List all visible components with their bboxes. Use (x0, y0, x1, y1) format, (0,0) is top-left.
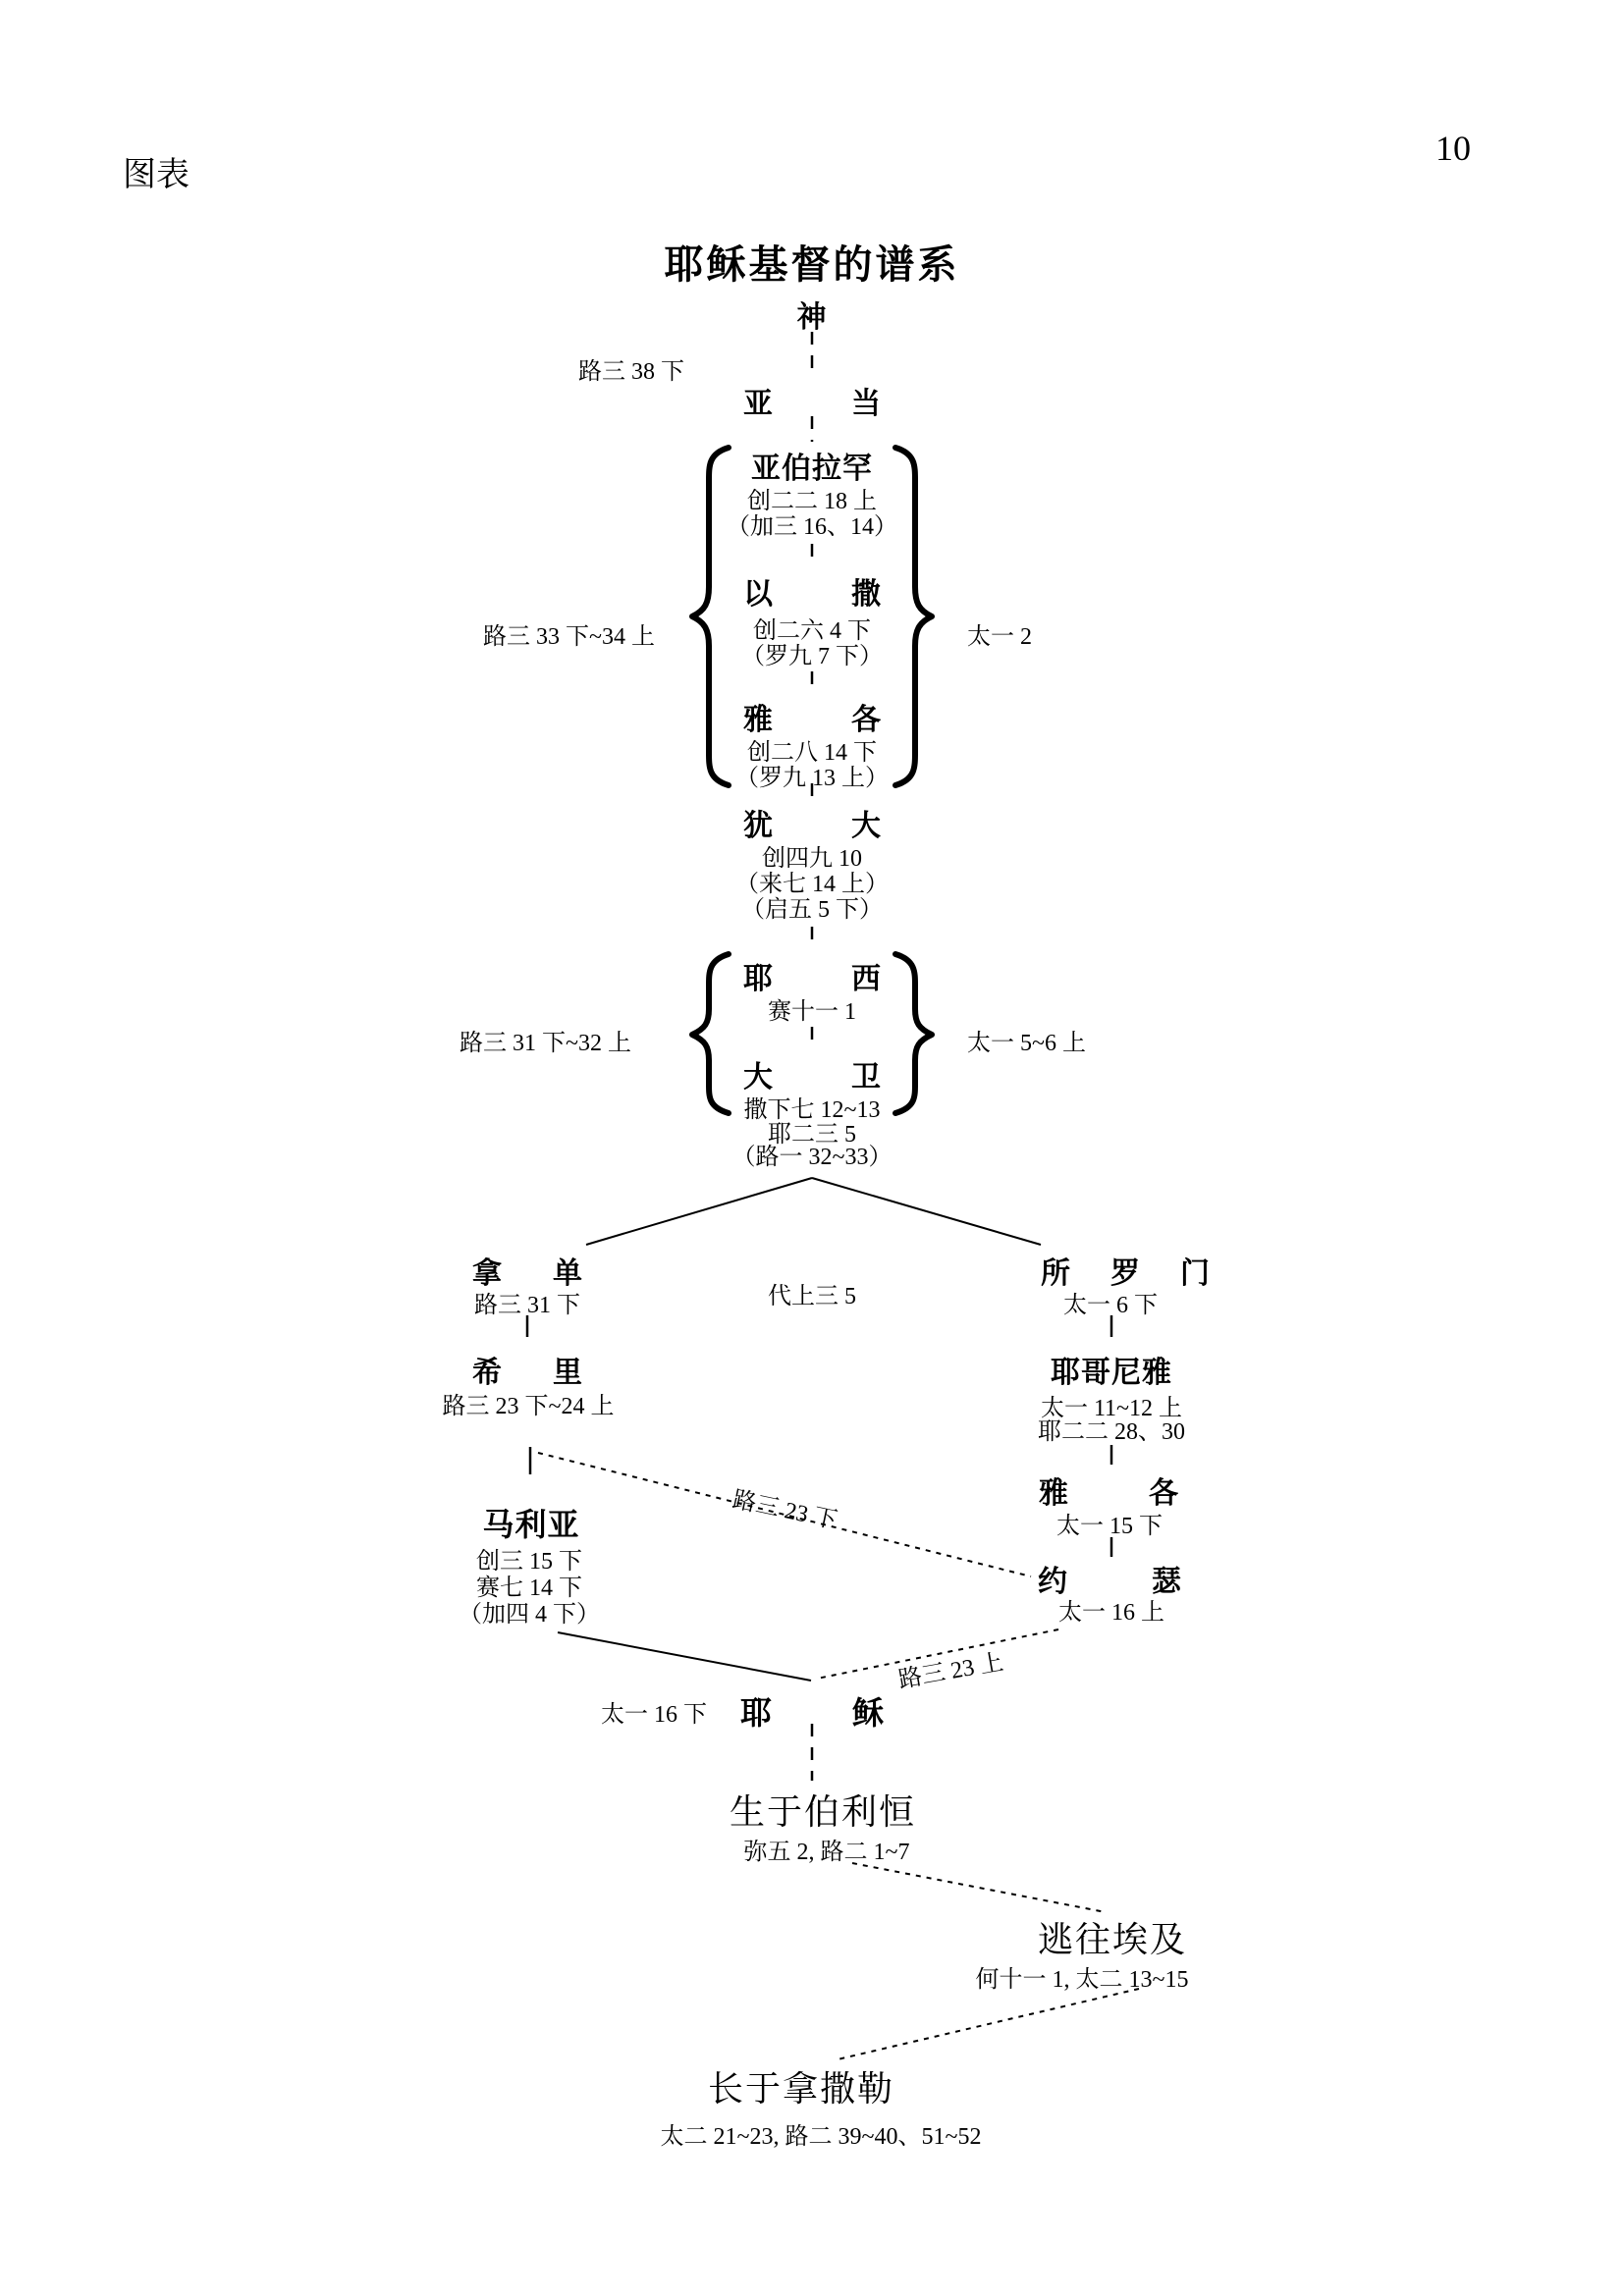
node-god: 神 (796, 301, 828, 334)
ref-jacob-2: （罗九 13 上） (735, 766, 889, 791)
ref-egypt: 何十一 1, 太二 13~15 (975, 1967, 1189, 1993)
chart-title: 耶稣基督的谱系 (664, 243, 960, 287)
ref-nazareth: 太二 21~23, 路二 39~40、51~52 (660, 2124, 982, 2150)
ref-jesse-1: 赛十一 1 (768, 999, 856, 1025)
node-isaac: 以撒 (743, 578, 881, 611)
ref-david-2: 耶二三 5 (768, 1122, 856, 1148)
link-ref-joseph-jesus: 路三 23 上 (896, 1649, 1006, 1694)
split-ref: 代上三 5 (768, 1284, 856, 1309)
link-ref-god-adam: 路三 38 下 (578, 359, 684, 385)
brace2-right-ref: 太一 5~6 上 (967, 1031, 1086, 1056)
ref-jacob2-1: 太一 15 下 (1056, 1514, 1163, 1539)
ref-abraham-2: （加三 16、14） (727, 514, 897, 540)
ref-mary-1: 创三 15 下 (476, 1549, 582, 1575)
ref-mary-3: （加四 4 下） (459, 1602, 600, 1628)
ref-jacob-1: 创二八 14 下 (747, 740, 877, 766)
node-jacob: 雅各 (743, 704, 881, 736)
node-adam: 亚当 (743, 388, 881, 420)
ref-judah-1: 创四九 10 (762, 846, 862, 872)
ref-abraham-1: 创二二 18 上 (747, 489, 877, 514)
node-jacob2: 雅各 (1039, 1477, 1178, 1510)
event-raised-nazareth: 长于拿撒勒 (707, 2069, 895, 2109)
ref-judah-3: （启五 5 下） (741, 897, 883, 923)
node-mary: 马利亚 (482, 1507, 580, 1542)
node-nathan: 拿单 (472, 1257, 582, 1290)
page-number: 10 (1435, 129, 1471, 168)
ref-bethlehem: 弥五 2, 路二 1~7 (743, 1840, 910, 1865)
ref-jeconiah-2: 耶二二 28、30 (1038, 1419, 1185, 1445)
ref-solomon-1: 太一 6 下 (1063, 1293, 1158, 1318)
ref-joseph-1: 太一 16 上 (1058, 1600, 1164, 1626)
ref-david-1: 撒下七 12~13 (743, 1097, 881, 1123)
ref-judah-2: （来七 14 上） (735, 872, 889, 897)
brace1-right-ref: 太一 2 (967, 624, 1032, 650)
link-ref-mary-jesus: 太一 16 下 (601, 1702, 707, 1728)
ref-isaac-1: 创二六 4 下 (753, 618, 871, 644)
node-jesse: 耶西 (743, 963, 881, 995)
node-david: 大卫 (743, 1061, 881, 1094)
node-joseph: 约瑟 (1038, 1566, 1181, 1598)
node-jesus: 耶稣 (740, 1695, 884, 1731)
node-jeconiah: 耶哥尼雅 (1051, 1357, 1172, 1389)
ref-david-3: （路一 32~33） (731, 1145, 893, 1170)
link-ref-heli-joseph: 路三 23 下 (730, 1486, 839, 1534)
node-judah: 犹大 (743, 810, 881, 842)
ref-heli-1: 路三 23 下~24 上 (442, 1394, 615, 1419)
node-solomon: 所罗门 (1041, 1257, 1210, 1290)
ref-jeconiah-1: 太一 11~12 上 (1040, 1396, 1183, 1421)
brace1-left-ref: 路三 33 下~34 上 (483, 624, 655, 650)
node-abraham: 亚伯拉罕 (751, 453, 873, 485)
solid-branch-lines (558, 1178, 1041, 1681)
ref-mary-2: 赛七 14 下 (476, 1575, 582, 1601)
brace2-left-ref: 路三 31 下~32 上 (460, 1031, 631, 1056)
ref-nathan-1: 路三 31 下 (474, 1293, 580, 1318)
event-flight-egypt: 逃往埃及 (1037, 1920, 1188, 1959)
page-corner-label: 图表 (123, 156, 189, 193)
event-born-bethlehem: 生于伯利恒 (729, 1792, 917, 1832)
node-heli: 希里 (472, 1357, 582, 1389)
ref-isaac-2: （罗九 7 下） (741, 644, 883, 669)
